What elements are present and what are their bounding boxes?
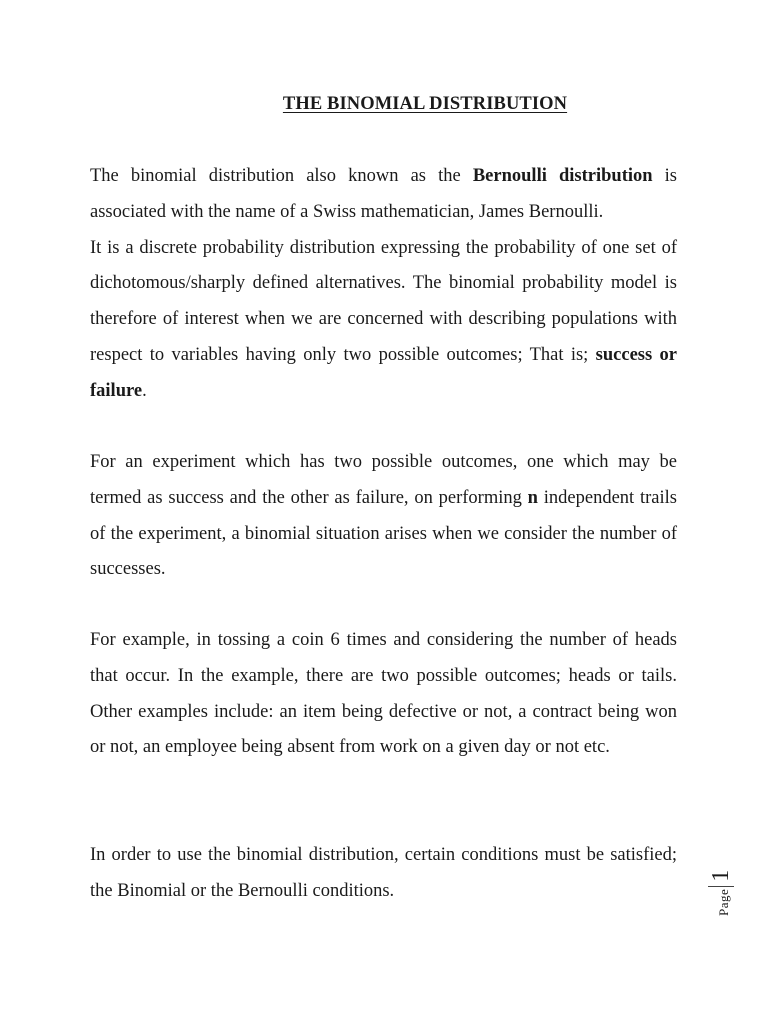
page-footer [708, 868, 744, 916]
p1-text-f: . [142, 380, 147, 401]
document-title: THE BINOMIAL DISTRIBUTION [282, 94, 568, 114]
p1-text-a: The binomial distribution also known as the [90, 166, 473, 186]
p1-text-d: It is a discrete probability distribution expressing the probability of one set of dichotomous/sharply defined alternatives. The binomial probability model is therefore of interest when we are concerned with describing populations with respect to variables having only two possible outcomes; That is; [90, 237, 677, 365]
page-label: Page [716, 888, 731, 916]
p2-text-c: independent trails of the experiment, a binomial situation arises when we consider the number of successes. [90, 487, 677, 580]
p1-text-c: is associated with the name of a Swiss mathematician, James Bernoulli. [90, 166, 677, 222]
paragraph-conditions: In order to use the binomial distribution, certain conditions must be satisfied; the Binomial or the Bernoulli conditions. [90, 845, 677, 901]
paragraph-experiment [90, 445, 677, 588]
paragraph-example: For example, in tossing a coin 6 times and considering the number of heads that occur. In the example, there are two possible outcomes; heads or tails. Other examples include: an item being defective or not, a contract being won or not, an employee being absent from work on a given day or not etc. [90, 630, 677, 758]
p1-bold-success-failure: success or failure [90, 344, 677, 401]
paragraph-intro [90, 159, 677, 410]
p2-bold-n: n [527, 487, 538, 508]
p1-bold-bernoulli: Bernoulli distribution [472, 166, 653, 186]
page-number: 1 [708, 870, 734, 887]
p2-text-a: For an experiment which has two possible outcomes, one which may be termed as success and the other as failure, on performing [90, 452, 677, 508]
